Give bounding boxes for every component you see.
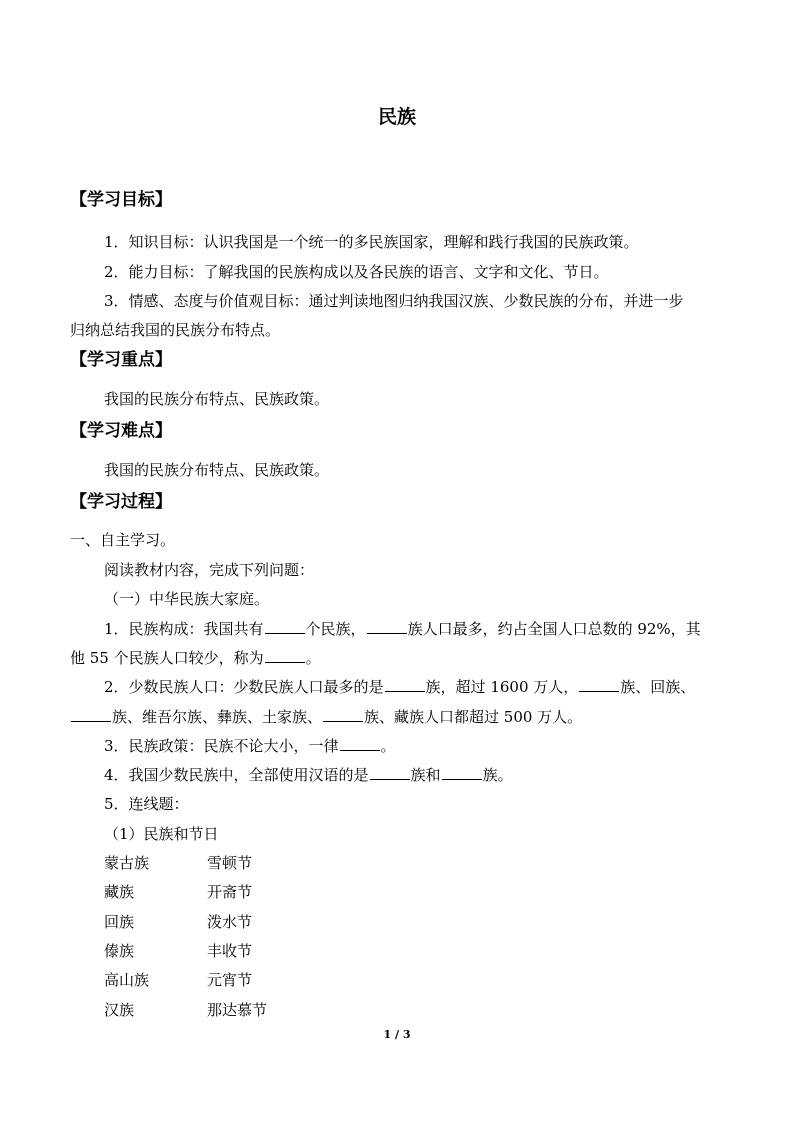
keypoints-text: 我国的民族分布特点、民族政策。 xyxy=(104,390,330,408)
festival: 雪顿节 xyxy=(207,854,253,872)
question-2-line-1: 2．少数民族人口：少数民族人口最多的是 族，超过 1600 万人， 族、回族、 xyxy=(104,678,696,696)
festival: 泼水节 xyxy=(207,913,253,931)
page-title: 民族 xyxy=(377,106,416,128)
heading-process: 【学习过程】 xyxy=(70,492,172,512)
answer-blank[interactable] xyxy=(265,619,305,634)
heading-difficulties: 【学习难点】 xyxy=(70,421,172,441)
question-2-line-2: 族、维吾尔族、彝族、土家族、 族、藏族人口都超过 500 万人。 xyxy=(70,707,582,727)
festival: 开斋节 xyxy=(207,883,253,901)
heading-goals: 【学习目标】 xyxy=(70,190,172,210)
question-5-subtitle: （1）民族和节日 xyxy=(104,825,219,843)
festival: 那达慕节 xyxy=(207,1001,268,1019)
answer-blank[interactable] xyxy=(442,765,482,780)
subsection-title: （一）中华民族大家庭。 xyxy=(104,590,270,608)
question-1-line-2: 他 55 个民族人口较少，称为 。 xyxy=(70,649,321,667)
answer-blank[interactable] xyxy=(385,677,425,692)
goal-3-continued: 归纳总结我国的民族分布特点。 xyxy=(70,321,281,339)
ethnic-group: 汉族 xyxy=(104,1001,135,1019)
ethnic-group: 回族 xyxy=(104,913,135,931)
answer-blank[interactable] xyxy=(71,707,111,722)
ethnic-group: 蒙古族 xyxy=(104,854,150,872)
answer-blank[interactable] xyxy=(370,765,410,780)
festival: 元宵节 xyxy=(207,971,253,989)
answer-blank[interactable] xyxy=(323,707,363,722)
question-4: 4．我国少数民族中，全部使用汉语的是 族和 族。 xyxy=(104,766,513,784)
goal-2: 2．能力目标：了解我国的民族构成以及各民族的语言、文字和文化、节日。 xyxy=(104,263,609,281)
question-1-line-1: 1．民族构成：我国共有 个民族， 族人口最多，约占全国人口总数的 92%，其 xyxy=(104,620,701,638)
page-number: 1 / 3 xyxy=(383,1028,411,1041)
answer-blank[interactable] xyxy=(367,619,407,634)
answer-blank[interactable] xyxy=(579,677,619,692)
section-self-study: 一、自主学习。 xyxy=(70,531,176,549)
instruction: 阅读教材内容，完成下列问题： xyxy=(104,561,315,579)
goal-3: 3．情感、态度与价值观目标：通过判读地图归纳我国汉族、少数民族的分布，并进一步 xyxy=(104,292,684,310)
festival: 丰收节 xyxy=(207,942,253,960)
ethnic-group: 藏族 xyxy=(104,883,135,901)
question-5: 5．连线题： xyxy=(104,795,189,813)
ethnic-group: 傣族 xyxy=(104,942,135,960)
answer-blank[interactable] xyxy=(265,648,305,663)
heading-keypoints: 【学习重点】 xyxy=(70,350,172,370)
question-3: 3．民族政策：民族不论大小，一律 。 xyxy=(104,737,396,755)
answer-blank[interactable] xyxy=(340,736,380,751)
ethnic-group: 高山族 xyxy=(104,971,150,989)
difficulties-text: 我国的民族分布特点、民族政策。 xyxy=(104,461,330,479)
goal-1: 1．知识目标：认识我国是一个统一的多民族国家，理解和践行我国的民族政策。 xyxy=(104,233,639,251)
